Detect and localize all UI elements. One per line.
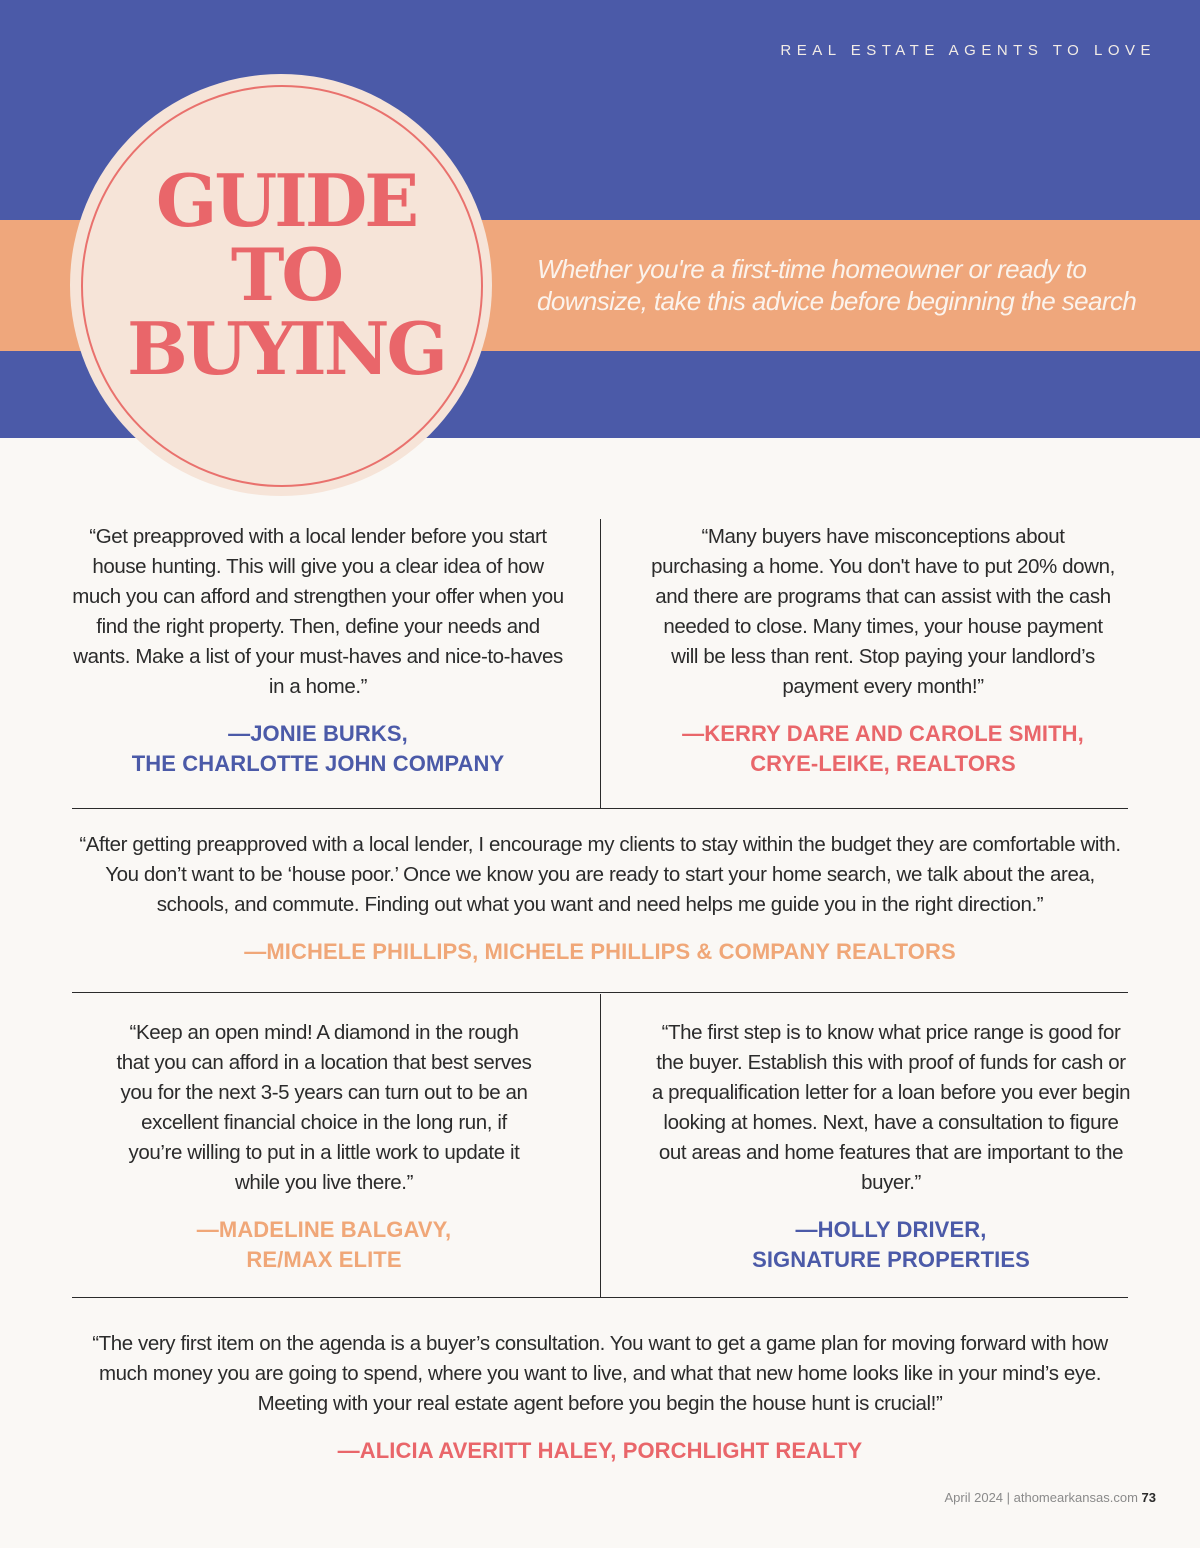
- page-number: 73: [1141, 1490, 1156, 1505]
- quote-block: [651, 1018, 1131, 1275]
- quote-text: “After getting preapproved with a local lender, I encourage my clients to stay within the budget they are comfortable with. You don’t want to be ‘house poor.’ Once we know you are ready to start your home search, we talk about the area, schools, and commute. Finding out what you want and need helps me guide you in the right direction.”: [79, 833, 1121, 916]
- row-divider: [72, 808, 1128, 809]
- row-divider: [72, 1297, 1128, 1298]
- attribution-line: —MADELINE BALGAVY,: [196, 1217, 452, 1242]
- quote-text: “The very first item on the agenda is a buyer’s consultation. You want to get a game plan for moving forward with how much money you are going to spend, where you want to live, and what that new home looks like in your mind’s eye. Meeting with your real estate agent before you begin the house hunt is crucial!”: [92, 1332, 1108, 1415]
- quote-block: [70, 522, 566, 779]
- quote-attribution: [651, 1215, 1131, 1275]
- quote-attribution: [114, 1215, 534, 1275]
- quote-attribution: [78, 937, 1122, 967]
- quote-block: [78, 830, 1122, 967]
- quote-attribution: [651, 719, 1115, 779]
- quote-block: [114, 1018, 534, 1275]
- section-label: REAL ESTATE AGENTS TO LOVE: [780, 42, 1156, 59]
- attribution-line: —KERRY DARE AND CAROLE SMITH,: [682, 721, 1084, 746]
- quote-text: “The first step is to know what price range is good for the buyer. Establish this with proof of funds for cash or a prequalification letter for a loan before you ever begin looking at homes. Next, have a consultation to figure out areas and home features that are important to the buyer.”: [651, 1021, 1131, 1194]
- footer-issue: April 2024 | athomearkansas.com: [944, 1490, 1138, 1505]
- quote-block: [74, 1329, 1126, 1466]
- page-footer: [944, 1490, 1156, 1505]
- attribution-line: RE/MAX ELITE: [246, 1247, 402, 1272]
- page-subtitle: Whether you're a first-time homeowner or ready to downsize, take this advice before beginning the search: [537, 254, 1137, 316]
- attribution-line: CRYE-LEIKE, REALTORS: [750, 751, 1016, 776]
- quote-text: “Keep an open mind! A diamond in the rough that you can afford in a location that best serves you for the next 3-5 years can turn out to be an excellent financial choice in the long run, if you’re willing to put in a little work to update it while you live there.”: [116, 1021, 532, 1194]
- attribution-line: —ALICIA AVERITT HALEY, PORCHLIGHT REALTY: [337, 1438, 863, 1463]
- attribution-line: —HOLLY DRIVER,: [795, 1217, 987, 1242]
- page-title-line: BUYING: [126, 306, 446, 391]
- row-divider: [72, 992, 1128, 993]
- column-divider: [600, 994, 601, 1298]
- attribution-line: —JONIE BURKS,: [228, 721, 408, 746]
- page-title: [70, 158, 502, 391]
- column-divider: [600, 519, 601, 809]
- page-title-line: GUIDE: [155, 158, 417, 243]
- quote-text: “Get preapproved with a local lender before you start house hunting. This will give you a clear idea of how much you can afford and strengthen your offer when you find the right property. Then, define your needs and wants. Make a list of your must-haves and nice-to-haves in a home.”: [72, 525, 564, 698]
- quote-attribution: [74, 1436, 1126, 1466]
- page-title-line: TO: [230, 232, 342, 317]
- quote-attribution: [70, 719, 566, 779]
- quote-block: [651, 522, 1115, 779]
- attribution-line: —MICHELE PHILLIPS, MICHELE PHILLIPS & COMPANY REALTORS: [244, 939, 956, 964]
- quote-text: “Many buyers have misconceptions about purchasing a home. You don't have to put 20% down, and there are programs that can assist with the cash needed to close. Many times, your house payment will be less than rent. Stop paying your landlord’s payment every month!”: [651, 525, 1115, 698]
- attribution-line: THE CHARLOTTE JOHN COMPANY: [131, 751, 505, 776]
- attribution-line: SIGNATURE PROPERTIES: [752, 1247, 1030, 1272]
